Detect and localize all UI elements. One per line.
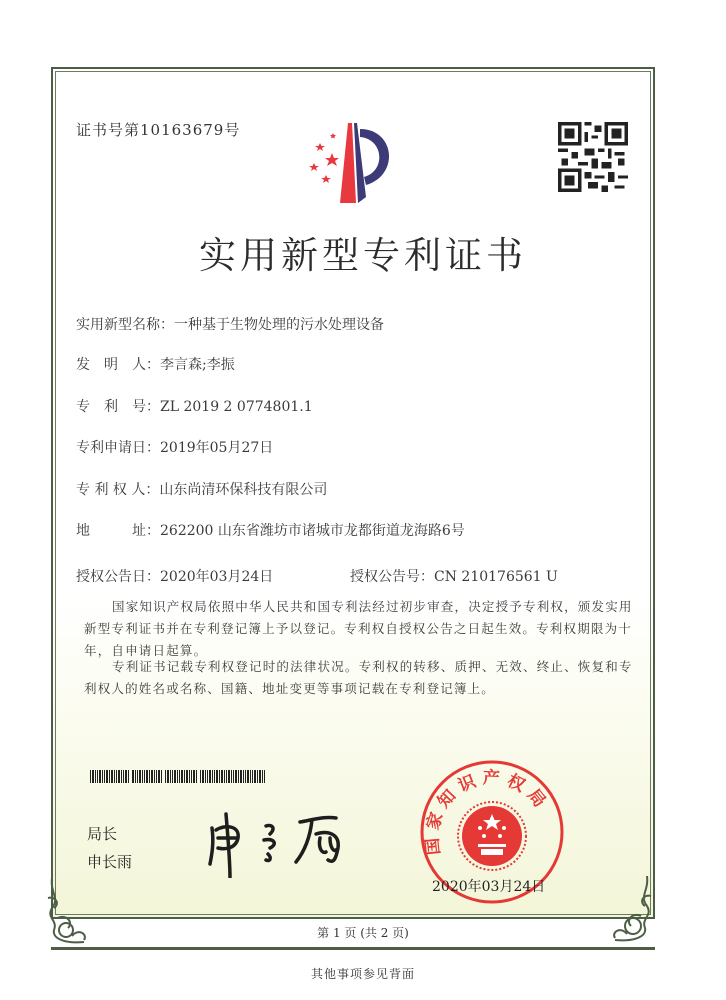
field-value: CN 210176561 U — [434, 569, 558, 585]
field-value: ZL 2019 2 0774801.1 — [160, 399, 313, 415]
field-label: 专 利 号： — [76, 399, 160, 415]
field-label: 发 明 人： — [76, 357, 160, 373]
field-value: 2019年05月27日 — [160, 440, 274, 456]
field-value: 2020年03月24日 — [160, 569, 274, 585]
signature-icon — [200, 808, 360, 878]
footer-note: 其他事项参见背面 — [310, 967, 415, 981]
seal-text: 国家知识产权局 — [422, 768, 554, 856]
field-label: 实用新型名称： — [76, 317, 174, 333]
field-label: 专 利 权 人： — [76, 482, 160, 498]
field-inventor — [76, 354, 235, 374]
field-application-date — [76, 437, 273, 457]
seal-date: 2020年03月24日 — [432, 879, 546, 895]
bottom-border-rule — [51, 947, 655, 950]
cnipa-logo-icon — [300, 115, 410, 205]
director-name: 申长雨 — [87, 853, 133, 871]
field-grant-announcement-date — [76, 566, 273, 586]
barcode-icon — [90, 770, 265, 783]
director-title: 局长 — [87, 825, 118, 843]
statement-paragraph-1: 国家知识产权局依照中华人民共和国专利法经过初步审查，决定授予专利权，颁发实用新型专利证书并在专利登记簿上予以登记。专利权自授权公告之日起生效。专利权期限为十年，自申请日起算。 — [84, 599, 633, 658]
field-label: 授权公告号： — [350, 569, 434, 585]
field-address — [76, 520, 465, 540]
field-patent-number — [76, 396, 313, 416]
field-utility-model-name — [76, 314, 384, 334]
page-indicator: 第 1 页 (共 2 页) — [317, 926, 409, 940]
field-value: 李言森;李振 — [160, 357, 235, 373]
qr-code-icon — [558, 122, 628, 192]
field-grant-announcement-number — [350, 566, 558, 586]
field-label: 专利申请日： — [76, 440, 160, 456]
field-value: 一种基于生物处理的污水处理设备 — [174, 317, 384, 333]
statement-paragraph-2: 专利证书记载专利权登记时的法律状况。专利权的转移、质押、无效、终止、恢复和专利权人的姓名或名称、国籍、地址变更等事项记载在专利登记簿上。 — [84, 659, 633, 696]
certificate-number: 证书号第10163679号 — [76, 121, 241, 139]
field-patentee — [76, 479, 327, 499]
field-value: 山东尚清环保科技有限公司 — [159, 482, 328, 498]
field-label: 地 址： — [76, 523, 160, 539]
field-value: 262200 山东省潍坊市诸城市龙都街道龙海路6号 — [160, 523, 465, 539]
field-label: 授权公告日： — [76, 569, 160, 585]
certificate-title: 实用新型专利证书 — [199, 234, 527, 277]
